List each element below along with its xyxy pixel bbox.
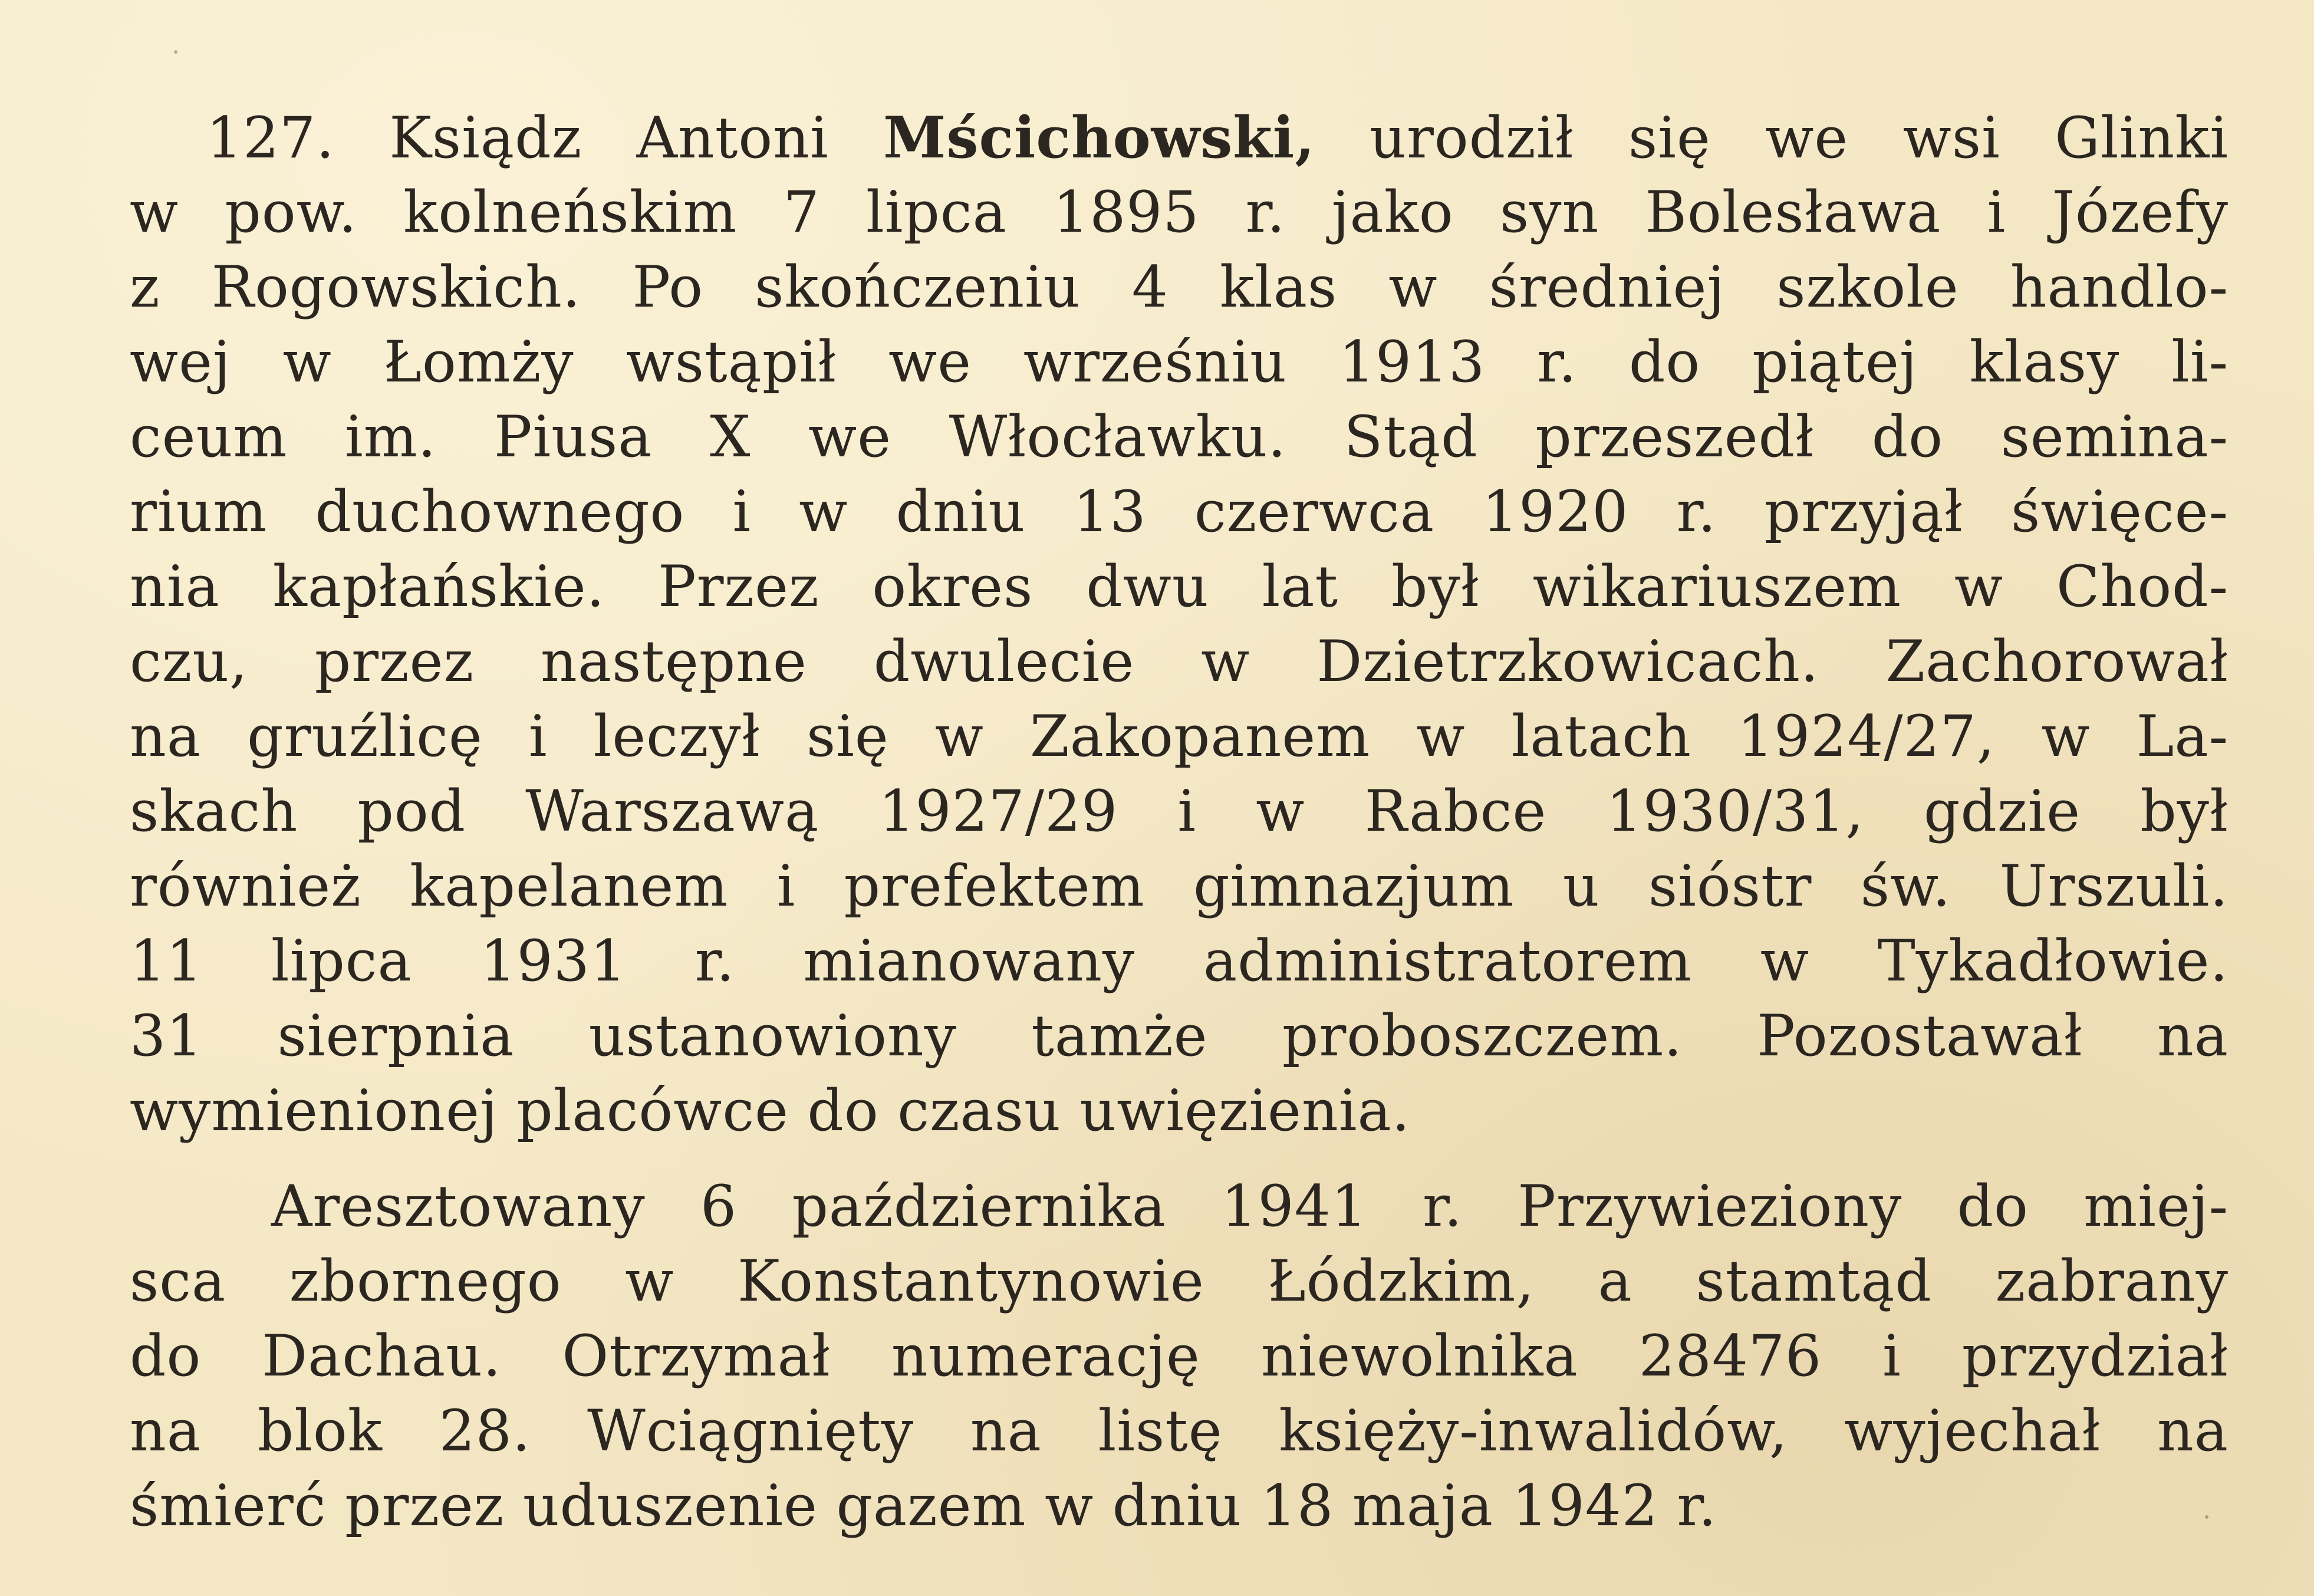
entry-intro-rest: urodził się we wsi Glinki bbox=[1370, 105, 2229, 171]
paragraph2-line: sca zbornego w Konstantynowie Łódzkim, a stamtąd zabrany bbox=[130, 1248, 2229, 1314]
paragraph1-line: rium duchownego i w dniu 13 czerwca 1920 r. przyjął święce- bbox=[130, 479, 2229, 545]
paragraph1-line: skach pod Warszawą 1927/29 i w Rabce 1930/31, gdzie był bbox=[130, 778, 2229, 844]
paragraph1-line: również kapelanem i prefektem gimnazjum u sióstr św. Urszuli. bbox=[130, 853, 2229, 919]
paragraph1-line: ceum im. Piusa X we Włocławku. Stąd przeszedł do semina- bbox=[130, 404, 2229, 470]
entry-intro: Ksiądz Antoni bbox=[389, 105, 829, 171]
paragraph2-line: śmierć przez uduszenie gazem w dniu 18 maja 1942 r. bbox=[130, 1473, 1717, 1539]
paragraph1-line: w pow. kolneńskim 7 lipca 1895 r. jako syn Bolesława i Józefy bbox=[130, 179, 2229, 245]
paragraph2-line: na blok 28. Wciągnięty na listę księży-inwalidów, wyjechał na bbox=[130, 1398, 2229, 1464]
paragraph-gap bbox=[130, 1149, 2229, 1169]
person-surname: Mścichowski, bbox=[883, 104, 1315, 171]
paper-speck bbox=[174, 50, 177, 54]
paragraph1-line: 11 lipca 1931 r. mianowany administratorem w Tykadłowie. bbox=[130, 928, 2229, 994]
paragraph1-line: nia kapłańskie. Przez okres dwu lat był wikariuszem w Chod- bbox=[130, 554, 2229, 620]
paragraph1-line: czu, przez następne dwulecie w Dzietrzkowicach. Zachorował bbox=[130, 628, 2229, 695]
entry-first-line bbox=[130, 100, 2229, 175]
obituary-entry bbox=[130, 100, 2229, 1544]
paragraph2-line: do Dachau. Otrzymał numerację niewolnika 28476 i przydział bbox=[130, 1323, 2229, 1389]
paragraph1-line: 31 sierpnia ustanowiony tamże proboszczem. Pozostawał na bbox=[130, 1003, 2229, 1069]
paragraph1-line: na gruźlicę i leczył się w Zakopanem w latach 1924/27, w La- bbox=[130, 703, 2229, 769]
entry-number: 127. bbox=[206, 105, 335, 171]
paragraph2-line: Aresztowany 6 października 1941 r. Przywieziony do miej- bbox=[271, 1173, 2229, 1239]
paragraph1-line: z Rogowskich. Po skończeniu 4 klas w średniej szkole handlo- bbox=[130, 254, 2229, 320]
paragraph1-line: wej w Łomży wstąpił we wrześniu 1913 r. do piątej klasy li- bbox=[130, 329, 2229, 395]
paragraph1-line: wymienionej placówce do czasu uwięzienia. bbox=[130, 1078, 1411, 1144]
